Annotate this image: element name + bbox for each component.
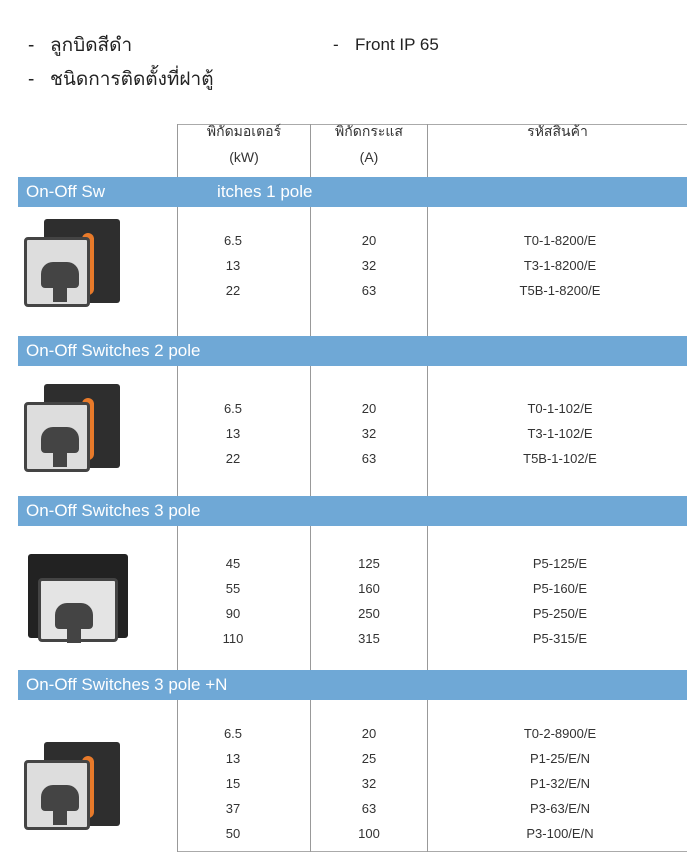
header-unit: (kW): [229, 149, 259, 165]
motor-kw: 45: [225, 556, 241, 571]
product-code: P1-25/E/N: [530, 751, 590, 766]
product-code: T5B-1-8200/E: [519, 283, 601, 298]
motor-kw: 22: [225, 283, 241, 298]
header-current-rating: [311, 118, 427, 170]
product-code: T3-1-8200/E: [523, 258, 597, 273]
motor-kw: 6.5: [223, 233, 243, 248]
current-a: 63: [361, 801, 377, 816]
header-label: พิกัดกระแส: [335, 123, 403, 139]
feature-front-ip: [333, 35, 439, 55]
current-a: 63: [361, 451, 377, 466]
motor-kw: 90: [225, 606, 241, 621]
dash: -: [28, 35, 35, 56]
rotary-switch-2-pole-image: [22, 380, 122, 475]
current-a: 32: [361, 776, 377, 791]
product-code: P1-32/E/N: [530, 776, 590, 791]
section-header: [18, 177, 687, 207]
current-a: 160: [358, 581, 380, 596]
motor-kw: 22: [225, 451, 241, 466]
motor-kw: 13: [225, 426, 241, 441]
product-code: P5-125/E: [532, 556, 588, 571]
rotary-switch-3-pole-n-image: [22, 738, 122, 833]
current-a: 250: [358, 606, 380, 621]
motor-kw: 50: [225, 826, 241, 841]
table-bottom-border: [177, 851, 687, 852]
product-code: P3-63/E/N: [530, 801, 590, 816]
motor-kw: 110: [222, 631, 244, 646]
rotary-switch-3-pole-image: [28, 550, 128, 645]
section-header: [18, 336, 687, 366]
dash: -: [333, 35, 339, 54]
motor-kw: 37: [225, 801, 241, 816]
motor-kw: 15: [225, 776, 241, 791]
product-code: T0-2-8900/E: [523, 726, 597, 741]
motor-kw: 6.5: [223, 726, 243, 741]
feature-panel-mount: [28, 64, 214, 94]
motor-kw: 13: [225, 751, 241, 766]
section-header: [18, 496, 687, 526]
product-code: P5-315/E: [532, 631, 588, 646]
motor-kw: 13: [225, 258, 241, 273]
product-code: T0-1-102/E: [527, 401, 593, 416]
feature-text: ชนิดการติดตั้งที่ฝาตู้: [50, 69, 214, 90]
current-a: 32: [361, 426, 377, 441]
product-code: P5-160/E: [532, 581, 588, 596]
current-a: 25: [361, 751, 377, 766]
column-divider: [427, 124, 428, 852]
product-code: T5B-1-102/E: [523, 451, 597, 466]
feature-text: ลูกบิดสีดำ: [50, 35, 133, 56]
rotary-switch-1-pole-image: [22, 215, 122, 310]
current-a: 20: [361, 726, 377, 741]
feature-text: Front IP 65: [355, 35, 439, 54]
current-a: 20: [361, 401, 377, 416]
motor-kw: 6.5: [223, 401, 243, 416]
product-code: P3-100/E/N: [526, 826, 594, 841]
product-code: T3-1-102/E: [527, 426, 593, 441]
product-code: P5-250/E: [532, 606, 588, 621]
section-title: On-Off Switches 2 pole: [26, 341, 201, 360]
current-a: 315: [358, 631, 380, 646]
section-title: On-Off Switches 3 pole +N: [26, 675, 228, 694]
motor-kw: 55: [225, 581, 241, 596]
current-a: 32: [361, 258, 377, 273]
header-label: รหัสสินค้า: [527, 123, 588, 139]
current-a: 63: [361, 283, 377, 298]
section-title: On-Off Switches 3 pole: [26, 501, 201, 520]
current-a: 20: [361, 233, 377, 248]
section-title: On-Off Sw: [26, 182, 106, 201]
header-unit: (A): [359, 149, 379, 165]
current-a: 100: [358, 826, 380, 841]
header-product-code: [428, 118, 687, 144]
section-header: [18, 670, 687, 700]
current-a: 125: [358, 556, 380, 571]
dash: -: [28, 69, 35, 90]
product-code: T0-1-8200/E: [523, 233, 597, 248]
header-motor-rating: [178, 118, 310, 170]
header-label: พิกัดมอเตอร์: [206, 123, 282, 139]
section-title-cont: itches 1 pole: [217, 182, 313, 201]
feature-black-knob: [28, 30, 132, 60]
